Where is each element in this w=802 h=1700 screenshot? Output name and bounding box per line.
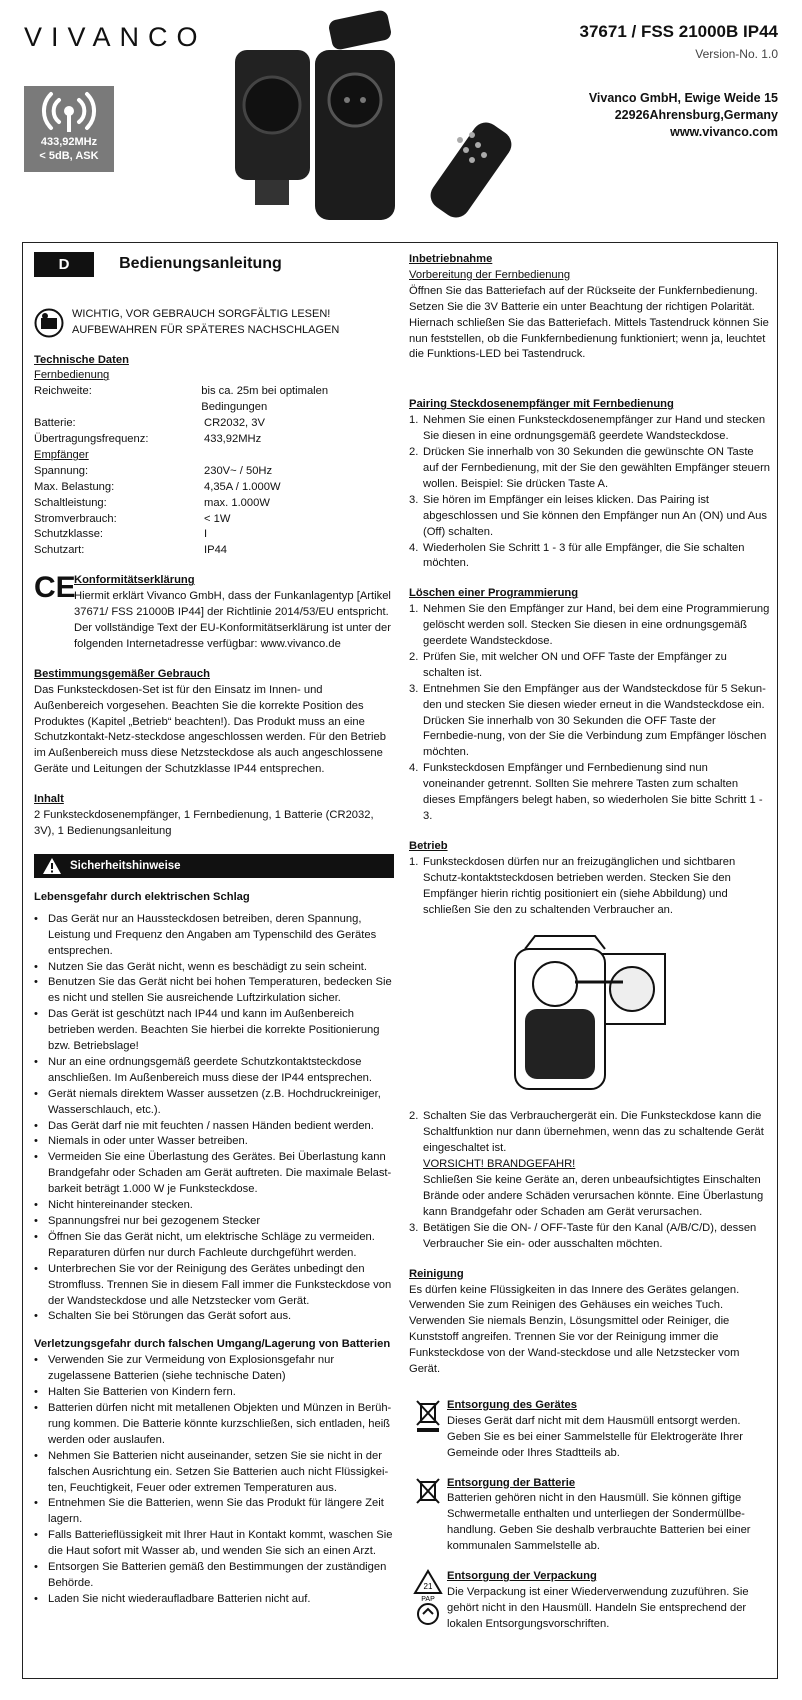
list-item: 4. Funksteckdosen Empfänger und Fernbedienung sind nun voneinander getrennt. Sollten Sie mehrere Tasten zum schalten dieses Empfängers belegt haben, so wiederholen Sie bitte Schritt 1 - 3.: [409, 762, 763, 822]
language-header: [34, 252, 394, 277]
conformity-title: Konformitätserklärung: [74, 574, 195, 587]
wireless-icon: [41, 90, 97, 134]
battery-hazard-title: Verletzungsgefahr durch falschen Umgang/Lagerung von Batterien: [34, 1338, 391, 1351]
safety-bar: [34, 854, 394, 878]
right-column: [409, 252, 771, 1633]
spec-key: Reichweite:: [34, 385, 92, 398]
receiver-title: Empfänger: [34, 448, 89, 461]
disposal-text: Dieses Gerät darf nicht mit dem Hausmüll entsorgt werden. Geben Sie es bei einer Sammelstelle für Elektrogeräte Ihrer Gemeinde oder Ihres Stadtteils ab.: [447, 1414, 743, 1459]
list-item: 4. Wiederholen Sie Schritt 1 - 3 für alle Empfänger, die Sie schalten möchten.: [409, 541, 745, 570]
address-url: www.vivanco.com: [670, 124, 778, 139]
safety-list: [34, 912, 394, 1326]
address-line: 22926Ahrensburg,Germany: [614, 107, 778, 122]
read-manual-icon: [34, 308, 64, 338]
warning-line: AUFBEWAHREN FÜR SPÄTERES NACHSCHLAGEN: [72, 323, 340, 336]
disposal-packaging: [409, 1569, 771, 1633]
disposal-title: Entsorgung der Verpackung: [447, 1570, 597, 1583]
list-item: 1. Nehmen Sie einen Funksteckdosenempfänger zur Hand und stecken Sie diesen in eine ordnungsgemäß geerdete Wandsteckdose.: [409, 414, 766, 443]
address-line: Vivanco GmbH, Ewige Weide 15: [588, 91, 778, 105]
spec-key: Stromverbrauch:: [34, 512, 117, 525]
pairing-title: Pairing Steckdosenempfänger mit Fernbedienung: [409, 398, 674, 411]
brand-logo: VIVANCO: [24, 22, 207, 52]
disposal-title: Entsorgung des Gerätes: [447, 1398, 577, 1411]
operation-step-2: Schalten Sie das Verbrauchergerät ein. Die Funksteckdose kann die Schaltfunktion nur dann übernehmen, wenn das zu schaltende Gerät eingeschaltet ist.: [423, 1110, 764, 1155]
startup-subtitle: Vorbereitung der Fernbedienung: [409, 268, 571, 281]
spec-value: 433,92MHz: [204, 433, 262, 446]
list-item: • Vermeiden Sie eine Überlastung des Gerätes. Bei Überlastung kann Brandgefahr oder Schaden am Gerät auftreten. Die maximale Belast-barkeit beträgt 1.000 W je Funksteckdose.: [34, 1151, 392, 1196]
disposal-title: Entsorgung der Batterie: [447, 1476, 576, 1489]
model-block: [580, 20, 778, 63]
list-item: • Unterbrechen Sie vor der Reinigung des Gerätes unbedingt den Stromfluss. Trennen Sie in diesem Fall immer die Funksteckdose von der Wandsteckdose und alle Netzstecker vom Gerät.: [34, 1262, 392, 1307]
spec-key: Schaltleistung:: [34, 496, 107, 509]
list-item: • Nur an eine ordnungsgemäß geerdete Schutzkontaktsteckdose anschließen. Im Außenbereich muss diese der IP44 entsprechen.: [34, 1055, 372, 1084]
list-item: • Benutzen Sie das Gerät nicht bei hohen Temperaturen, bedecken Sie es nicht und stellen Sie ausreichende Luftzirkulation sicher.: [34, 976, 392, 1005]
spec-value: 4,35A / 1.000W: [204, 480, 281, 493]
list-item: 2. Prüfen Sie, mit welcher ON und OFF Taste der Empfänger zu schalten ist.: [409, 650, 727, 679]
intended-text: Das Funksteckdosen-Set ist für den Einsatz im Innen- und Außenbereich vorgesehen. Beachten Sie die korrekte Position des Produktes (Kapitel „Betrieb“ beachten!). Das Produkt muss an eine Schutzkontakt-Netz-steckdose angeschlossen werden. Für den Betrieb im Außenbereich muss diese Netzsteckdose als auch angeschlossene Geräte und Leitungen der Schutzklasse IP44 entsprechen.: [34, 683, 386, 776]
list-item: • Falls Batterieflüssigkeit mit Ihrer Haut in Kontakt kommt, waschen Sie die Haut sofort mit Wasser ab, und wenden Sie sich an einen Arzt.: [34, 1529, 393, 1558]
spec-value: CR2032, 3V: [204, 417, 265, 430]
content-text: 2 Funksteckdosenempfänger, 1 Fernbedienung, 1 Batterie (CR2032, 3V), 1 Bedienungsanleitung: [34, 809, 374, 837]
operation-steps-cont: [409, 1109, 771, 1252]
company-address: [589, 90, 778, 141]
list-item: • Entsorgen Sie Batterien gemäß den Bestimmungen der zuständigen Behörde.: [34, 1561, 387, 1589]
list-item: 3. Betätigen Sie die ON- / OFF-Taste für den Kanal (A/B/C/D), dessen Verbraucher Sie ein- oder ausschalten möchten.: [409, 1221, 757, 1250]
crossed-bin-icon: [409, 1398, 447, 1432]
spec-key: Schutzart:: [34, 544, 85, 557]
cleaning-title: Reinigung: [409, 1267, 464, 1280]
conformity-text: Hiermit erklärt Vivanco GmbH, dass der Funkanlagentyp [Artikel 37671/ FSS 21000B IP44] der Richtlinie 2014/53/EU entspricht. Der vollständige Text der EU-Konformitätserklärung ist unter der folgenden Internetadresse verfügbar: www.vivanco.de: [74, 590, 391, 650]
spec-key: Spannung:: [34, 464, 89, 477]
spec-key: Batterie:: [34, 417, 76, 430]
spec-value: < 1W: [204, 512, 231, 525]
content-title: Inhalt: [34, 793, 64, 806]
model-number: 37671 / FSS 21000B IP44: [579, 22, 778, 41]
list-item: 3. Sie hören im Empfänger ein leises klicken. Das Pairing ist abgeschlossen und Sie können den Empfänger nun An (ON) und Aus (Off) schalten.: [409, 493, 767, 538]
spec-value: bis ca. 25m bei optimalen Bedingungen: [201, 385, 329, 414]
list-item: 1. Funksteckdosen dürfen nur an freizugänglichen und sichtbaren Schutz-kontaktsteckdosen betrieben werden. Stecken Sie den Empfänger hierin richtig positioniert ein (siehe Abbildung) und schließen Sie den zu schaltenden Verbraucher an.: [409, 855, 736, 916]
list-item: • Das Gerät darf nie mit feuchten / nassen Händen bedient werden.: [34, 1119, 374, 1132]
electric-shock-title: Lebensgefahr durch elektrischen Schlag: [34, 890, 250, 903]
list-item: 2. Schalten Sie das Verbrauchergerät ein. Die Funksteckdose kann die Schaltfunktion nur dann übernehmen, wenn das zu schaltende Gerät eingeschaltet ist. VORSICHT! BRANDGEFAHR! Schließen Sie keine Geräte an, deren unbeaufsichtigtes Einschalten Brände oder andere Schäden verursachen könnte. Eine Überlastung kann Brandgefahr oder Schaden am Gerät verursachen.: [409, 1110, 764, 1218]
list-item: 2. Drücken Sie innerhalb von 30 Sekunden die gewünschte ON Taste auf der Fernbedienung, mit der Sie den gewählten Empfänger steuern wollen. Beispiel: Sie drücken Taste A.: [409, 446, 771, 490]
cleaning-text: Es dürfen keine Flüssigkeiten in das Innere des Gerätes gelangen. Verwenden Sie zum Reinigen des Gehäuses ein weiches Tuch. Verwenden Sie niemals Benzin, Lösungsmittel oder Reiniger, die Kunststoff angreifen. Trennen Sie vor der Reinigung immer die Funksteckdose von der Wand-steckdose und alle Netzstecker vom Gerät.: [409, 1283, 740, 1376]
spec-value: I: [204, 528, 208, 541]
spec-value: IP44: [204, 544, 228, 557]
language-badge: D: [34, 252, 94, 277]
spec-key: Schutzklasse:: [34, 528, 104, 541]
list-item: • Das Gerät nur an Haussteckdosen betreiben, deren Spannung, Leistung und Frequenz den Angaben am Typenschild des Gerätes entsprechen.: [34, 912, 377, 957]
tech-title: Technische Daten: [34, 353, 129, 366]
ce-mark-icon: CE: [34, 571, 76, 605]
recycling-icon: [409, 1569, 447, 1625]
spec-key: Max. Belastung:: [34, 480, 115, 493]
list-item: • Gerät niemals direktem Wasser aussetzen (z.B. Hochdruckreiniger, Wasserschlauch, etc.).: [34, 1087, 381, 1116]
list-item: • Öffnen Sie das Gerät nicht, um elektrische Schläge zu vermeiden. Reparaturen dürfen nur durch Fachleute durchgeführt werden.: [34, 1230, 375, 1259]
disposal-text: Batterien gehören nicht in den Hausmüll. Sie können giftige Schwermetalle enthalten und unterliegen der Sondermüllbe-handlung. Geben Sie deshalb verbrauchte Batterien bei einer kommunalen Sammelstelle ab.: [447, 1492, 751, 1553]
list-item: • Nicht hintereinander stecken.: [34, 1199, 193, 1212]
list-item: • Das Gerät ist geschützt nach IP44 und kann im Außenbereich betrieben werden. Beachten Sie hierbei die korrekte Positionierung bzw. Betriebslage!: [34, 1008, 380, 1053]
receiver-specs: [34, 464, 394, 559]
startup-title: Inbetriebnahme: [409, 253, 493, 265]
remote-specs: [34, 384, 394, 448]
recycling-code: 21: [423, 1582, 433, 1592]
delete-title: Löschen einer Programmierung: [409, 587, 579, 600]
list-item: • Spannungsfrei nur bei gezogenem Stecker: [34, 1215, 261, 1228]
left-column: [34, 252, 394, 1608]
caution-label: VORSICHT! BRANDGEFAHR!: [423, 1158, 576, 1171]
remote-title: Fernbedienung: [34, 369, 110, 382]
product-image: [210, 10, 540, 235]
frequency-badge: [24, 86, 114, 172]
caution-text: Schließen Sie keine Geräte an, deren unbeaufsichtigtes Einschalten Brände oder andere Schäden verursachen könnte. Eine Überlastung kann Brandgefahr oder Schaden am Gerät verursachen.: [423, 1174, 764, 1218]
operation-title: Betrieb: [409, 839, 448, 852]
modulation: < 5dB, ASK: [39, 149, 99, 162]
list-item: • Nutzen Sie das Gerät nicht, wenn es beschädigt zu sein scheint.: [34, 960, 368, 973]
operation-steps: [409, 855, 771, 919]
spec-value: 230V~ / 50Hz: [204, 464, 273, 477]
warning-triangle-icon: [42, 857, 62, 875]
intended-title: Bestimmungsgemäßer Gebrauch: [34, 667, 210, 680]
recycling-label: PAP: [421, 1596, 435, 1604]
warning-line: WICHTIG, VOR GEBRAUCH SORGFÄLTIG LESEN!: [72, 308, 331, 321]
startup-text: Öffnen Sie das Batteriefach auf der Rückseite der Funkfernbedienung. Setzen Sie die 3V Batterie ein unter Beachtung der richtigen Polarität. Hiernach schließen Sie das Batteriefach. Mittels Tastendruck können Sie nun feststellen, ob die Funkfernbedienung funktioniert; wenn ja, leuchtet die Funktions-LED bei Tastendruck.: [409, 284, 769, 361]
list-item: • Schalten Sie bei Störungen das Gerät sofort aus.: [34, 1310, 292, 1323]
read-warning: [34, 307, 394, 338]
list-item: • Batterien dürfen nicht mit metallenen Objekten und Münzen in Berüh-rung kommen. Die Batterie könnte kurzschließen, sich entladen, heiß werden oder auslaufen.: [34, 1401, 392, 1446]
version-number: Version-No. 1.0: [695, 47, 778, 62]
spec-key: Übertragungsfrequenz:: [34, 433, 149, 446]
list-item: • Halten Sie Batterien von Kindern fern.: [34, 1386, 236, 1399]
manual-title: Bedienungsanleitung: [119, 255, 282, 273]
list-item: • Laden Sie nicht wiederaufladbare Batterien nicht auf.: [34, 1592, 311, 1605]
battery-list: [34, 1353, 394, 1608]
list-item: 1. Nehmen Sie den Empfänger zur Hand, bei dem eine Programmierung gelöscht werden soll. Stecken Sie diesen in eine ordnungsgemäß geerdete Wandsteckdose.: [409, 603, 770, 648]
spec-value: max. 1.000W: [204, 496, 270, 509]
delete-steps: [409, 602, 771, 825]
list-item: • Entnehmen Sie die Batterien, wenn Sie das Produkt für längere Zeit lagern.: [34, 1497, 384, 1526]
conformity-section: [34, 573, 394, 653]
list-item: • Niemals in oder unter Wasser betreiben.: [34, 1135, 248, 1148]
plug-illustration: [505, 934, 675, 1099]
safety-title: Sicherheitshinweise: [70, 859, 181, 872]
frequency: 433,92MHz: [40, 136, 98, 148]
pairing-steps: [409, 413, 771, 572]
list-item: • Verwenden Sie zur Vermeidung von Explosionsgefahr nur zugelassene Batterien (siehe technische Daten): [34, 1354, 335, 1383]
list-item: 3. Entnehmen Sie den Empfänger aus der Wandsteckdose für 5 Sekun-den und stecken Sie diesen wieder erneut in die Wandsteckdose ein. Drücken Sie innerhalb von 30 Sekunden die OFF Taste der Fernbedie-nung, von der Sie die Verbindung zum Empfänger löschen möchten.: [409, 682, 767, 759]
list-item: • Nehmen Sie Batterien nicht auseinander, setzen Sie sie nicht in der falschen Ausrichtung ein. Setzen Sie Batterien auch nicht Flüssigkei-ten, Feuchtigkeit, Feuer oder extremen Temperaturen aus.: [34, 1449, 389, 1494]
disposal-device: [409, 1398, 771, 1462]
battery-bin-icon: [409, 1476, 447, 1506]
disposal-text: Die Verpackung ist einer Wiederverwendung zuzuführen. Sie gehört nicht in den Hausmüll. Handeln Sie entsprechend der lokalen Entsorgungsvorschriften.: [447, 1586, 749, 1630]
disposal-battery: [409, 1476, 771, 1556]
